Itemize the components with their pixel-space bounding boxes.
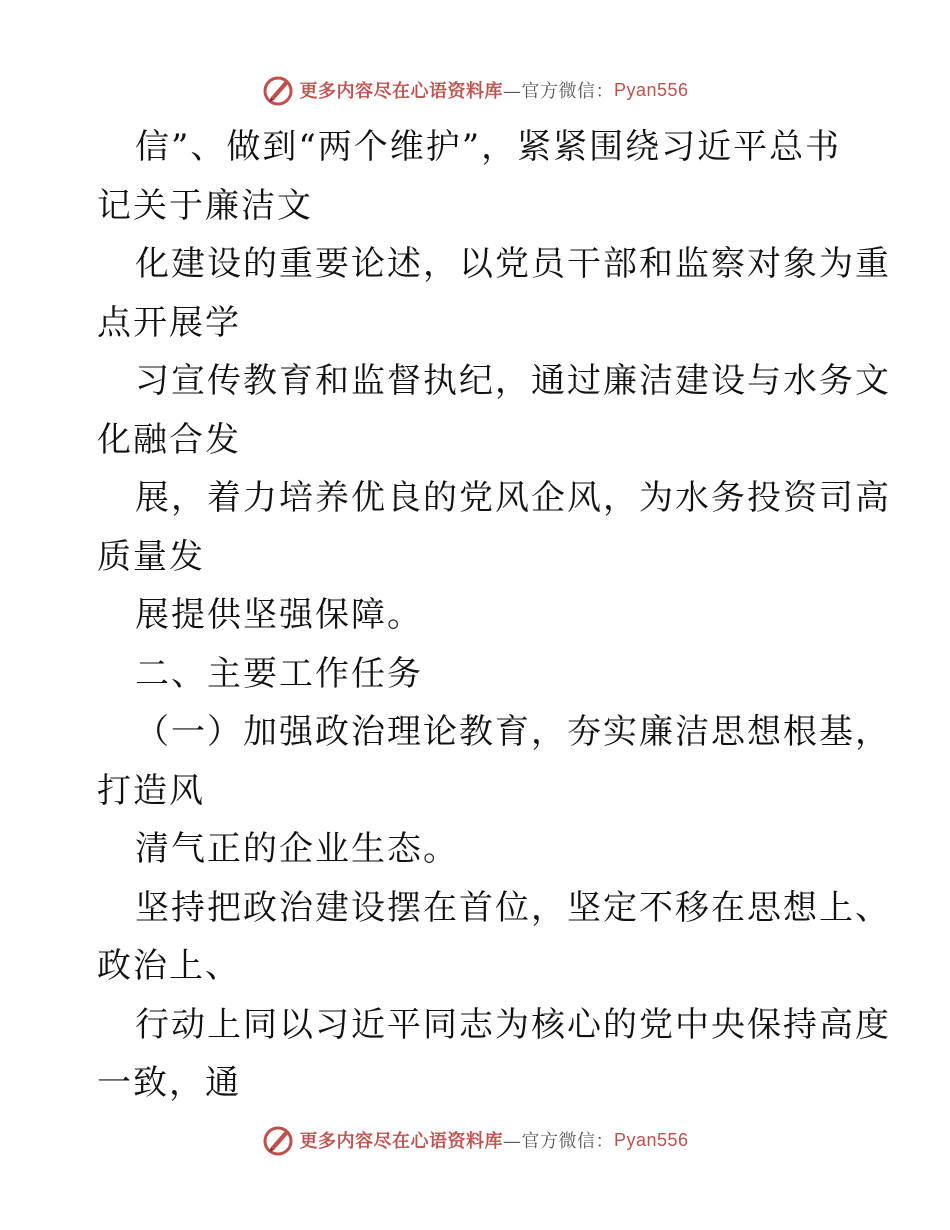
header-banner-site: 更多内容尽在心语资料库 (299, 81, 503, 102)
pen-logo-icon (261, 1123, 295, 1157)
text-line: 打造风 (97, 770, 205, 811)
text-line: 信”、做到“两个维护”，紧紧围绕习近平总书 (135, 127, 842, 167)
header-watermark-banner (0, 70, 950, 110)
footer-watermark-banner (0, 1120, 950, 1160)
footer-banner-wechat-id: Pyan556 (613, 1129, 689, 1150)
text-line: 展提供坚强保障。 (135, 595, 423, 635)
text-line: 记关于廉洁文 (97, 185, 313, 226)
header-banner-wechat-id: Pyan556 (613, 79, 689, 100)
text-line: 化建设的重要论述，以党员干部和监察对象为重 (135, 244, 891, 284)
text-line: 坚持把政治建设摆在首位，坚定不移在思想上、 (135, 887, 891, 928)
text-line: 一致，通 (97, 1063, 241, 1103)
text-line: 点开展学 (97, 302, 241, 343)
pen-logo-icon (261, 73, 295, 107)
text-line: （一）加强政治理论教育，夯实廉洁思想根基， (135, 712, 891, 752)
text-line: 政治上、 (97, 946, 241, 986)
text-line: 行动上同以习近平同志为核心的党中央保持高度 (135, 1004, 891, 1045)
text-line: 清气正的企业生态。 (135, 829, 459, 869)
document-body (97, 118, 891, 1113)
header-banner-wechat-label: —官方微信： (502, 81, 614, 102)
text-line: 化融合发 (97, 419, 241, 460)
text-line: 质量发 (97, 536, 205, 577)
text-line: 习宣传教育和监督执纪，通过廉洁建设与水务文 (135, 361, 891, 401)
text-line: 展，着力培养优良的党风企风，为水务投资司高 (135, 478, 891, 518)
footer-banner-wechat-label: —官方微信： (502, 1131, 614, 1152)
footer-banner-site: 更多内容尽在心语资料库 (299, 1131, 503, 1152)
text-line: 二、主要工作任务 (135, 653, 423, 694)
